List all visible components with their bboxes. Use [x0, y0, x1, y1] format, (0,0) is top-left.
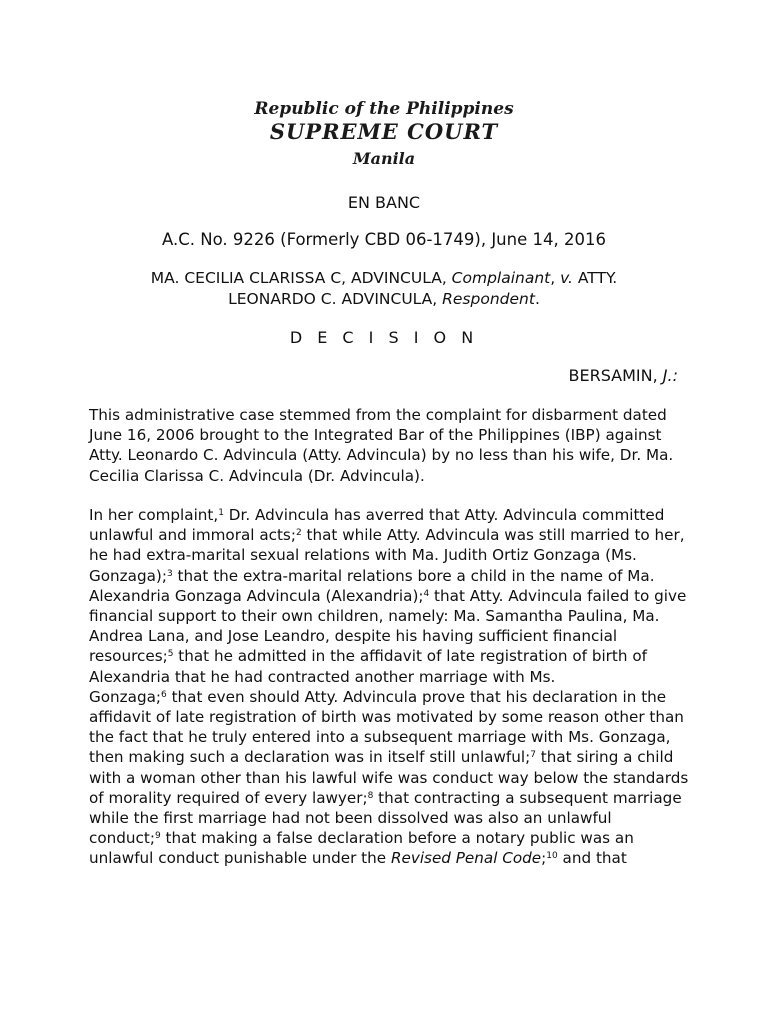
court-heading: SUPREME COURT	[269, 119, 499, 144]
footnote-ref[interactable]: 8	[367, 790, 374, 801]
division-label: EN BANC	[347, 193, 421, 212]
text-segment: In her complaint,	[89, 506, 219, 524]
versus-label: v.	[560, 269, 573, 287]
footnote-ref[interactable]: 5	[167, 649, 174, 660]
case-number: A.C. No. 9226 (Formerly CBD 06-1749), June 14, 2016	[162, 230, 606, 249]
footnote-ref[interactable]: 3	[166, 568, 173, 579]
footnote-ref[interactable]: 1	[218, 508, 224, 518]
footnote-ref[interactable]: 9	[154, 831, 161, 842]
text-segment: ;	[541, 849, 547, 868]
case-parties: MA. CECILIA CLARISSA C, ADVINCULA, Complainant, v. ATTY. LEONARDO C. ADVINCULA, Respondent.	[150, 269, 618, 308]
text-segment: that even should Atty. Advincula prove that his declaration in the affidavit of late registration of birth was motivated by some reason other than the fact that he truly entered into a subsequent marriage with Ms. Gonzaga, then making such a declaration was in itself still unlawful;	[89, 687, 684, 767]
text-segment: that the extra-marital relations bore a child in the name of Ma. Alexandria Gonzaga Advincula (Alexandria);	[89, 566, 655, 605]
text-segment: that he admitted in the affidavit of late registration of birth of Alexandria that he had contracted another marriage with Ms.	[89, 647, 647, 686]
footnote-ref[interactable]: 6	[161, 689, 167, 700]
text-segment: Dr. Advincula has averred that Atty. Advincula committed unlawful and immoral acts;	[89, 506, 665, 545]
text-segment: that while Atty. Advincula was still married to her, he had extra-marital sexual relations with Ma. Judith Ortiz Gonzaga (Ms. Gonzaga);	[89, 526, 685, 585]
text-segment: and that	[557, 849, 627, 868]
respondent-name: LEONARDO C. ADVINCULA	[228, 290, 433, 308]
text-segment: that Atty. Advincula failed to give financial support to their own children, namely: Ma. Samantha Paulina, Ma. Andrea Lana, and Jose Leandro, despite his having sufficient financial	[89, 586, 687, 646]
respondent-prefix: ATTY.	[577, 269, 618, 287]
text-segment: that making a false declaration before a notary public was an unlawful conduct punishable under the	[89, 829, 634, 868]
paragraph-complaint	[89, 505, 689, 869]
text-segment: that contracting a subsequent marriage while the first marriage had not been dissolved was also an unlawful	[89, 788, 682, 828]
decision-title: D E C I S I O N	[289, 328, 479, 347]
complainant-role: Complainant	[451, 269, 551, 287]
italic-segment: Revised Penal Code	[390, 849, 542, 868]
footnote-ref[interactable]: 10	[546, 851, 558, 862]
paragraph-intro: This administrative case stemmed from the complaint for disbarment dated June 16, 2006 brought to the Integrated Bar of the Philippines (IBP) against Atty. Leonardo C. Advincula (Atty. Advincula) by no less than his wife, Dr. Ma. Cecilia Clarissa C. Advincula (Dr. Advincula).	[89, 406, 674, 485]
city-heading: Manila	[352, 149, 416, 168]
footnote-ref[interactable]: 2	[295, 528, 302, 539]
respondent-role: Respondent	[442, 290, 535, 308]
text-segment: resources;	[89, 647, 168, 666]
text-segment: conduct;	[89, 829, 155, 848]
ponente-title: J.:	[662, 366, 678, 385]
footnote-ref[interactable]: 4	[423, 588, 430, 599]
text-segment: that siring a child with a woman other than his lawful wife was conduct way below the standards of morality required of every lawyer;	[89, 748, 689, 807]
ponente-name: BERSAMIN,	[568, 366, 658, 385]
republic-heading: Republic of the Philippines	[254, 99, 514, 119]
footnote-ref[interactable]: 7	[530, 750, 536, 761]
ponente	[569, 366, 678, 385]
text-segment: Gonzaga;	[89, 687, 162, 706]
complainant-name: MA. CECILIA CLARISSA C, ADVINCULA	[150, 269, 442, 287]
